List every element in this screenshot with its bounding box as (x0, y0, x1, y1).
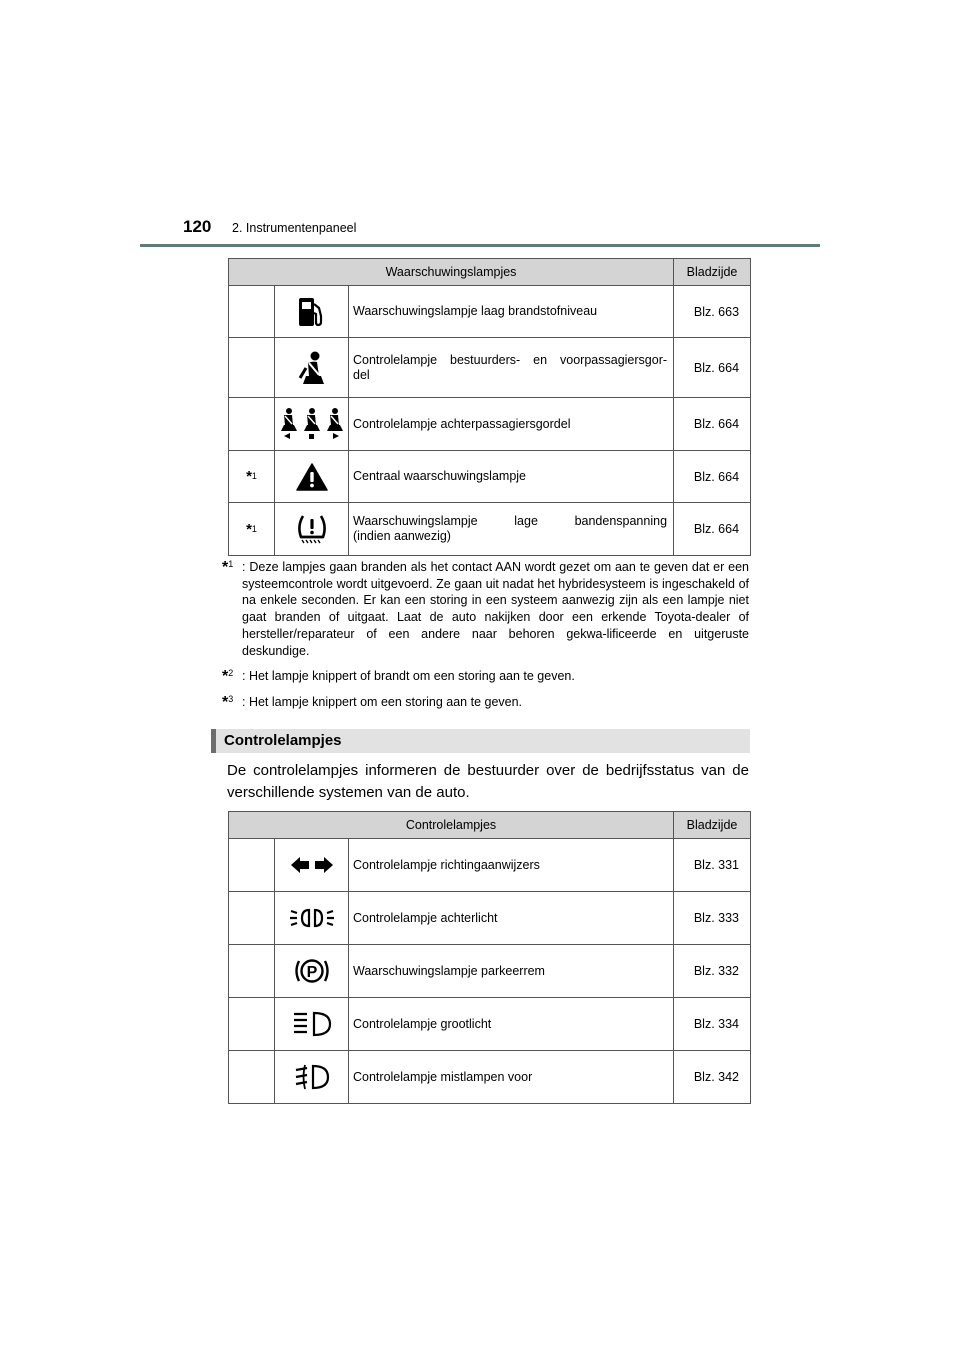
footnote-number: 3 (228, 693, 234, 704)
footnote (222, 694, 749, 711)
table-row (229, 1051, 751, 1104)
footnote-number: 2 (228, 668, 234, 679)
note-cell (229, 998, 275, 1051)
footnote-star: * (222, 668, 229, 686)
note-number: 1 (251, 523, 257, 534)
description-line: (indien aanwezig) (353, 529, 451, 543)
section-title: Controlelampjes (224, 732, 342, 749)
footnote-star: * (222, 693, 229, 711)
rear-seatbelt-icon (277, 407, 347, 441)
footnote-marker (222, 691, 233, 712)
table-row (229, 998, 751, 1051)
fuel-pump-icon (297, 296, 327, 328)
page-reference: Blz. 331 (674, 839, 751, 892)
note-cell (229, 839, 275, 892)
description-cell: Controlelampje richtingaanwijzers (349, 839, 674, 892)
table-header-row (229, 259, 751, 286)
front-fog-icon (294, 1064, 330, 1090)
column-header-lamps: Controlelampjes (229, 812, 674, 839)
svg-text:P: P (306, 964, 317, 981)
icon-cell (275, 398, 349, 451)
note-cell (229, 451, 275, 503)
note-cell (229, 338, 275, 398)
table-row (229, 286, 751, 338)
footnote (222, 559, 749, 659)
description-cell: Controlelampje mistlampen voor (349, 1051, 674, 1104)
description-cell: Controlelampje achterlicht (349, 892, 674, 945)
footnote-marker (222, 556, 233, 577)
description-cell: Controlelampje grootlicht (349, 998, 674, 1051)
description-cell (349, 338, 674, 398)
description-cell (349, 398, 674, 451)
page-reference: Blz. 334 (674, 998, 751, 1051)
note-cell (229, 1051, 275, 1104)
page-reference: Blz. 664 (674, 451, 751, 503)
note-cell (229, 286, 275, 338)
footnote-text: : Het lampje knippert of brandt om een storing aan te geven. (242, 669, 575, 684)
page-reference: Blz. 664 (674, 338, 751, 398)
tail-light-icon (289, 907, 335, 929)
description-line: Centraal waarschuwingslampje (353, 469, 526, 483)
icon-cell (275, 945, 349, 998)
footnote-text: : Deze lampjes gaan branden als het contact AAN wordt gezet om aan te geven dat er een systeemcontrole wordt uitgevoerd. Ze gaan uit nadat het hybridesysteem is ingeschakeld of na enkele seconden. Er kan een storing in een systeem aanwezig zijn als een lampje niet gaat branden of uitgaat. Laat de auto nakijken door een erkende Toyota-dealer of hersteller/reparateur of een andere naar behoren gekwa-lificeerde en uitgeruste deskundige. (242, 560, 749, 658)
page-number: 120 (183, 217, 212, 236)
page-reference: Blz. 663 (674, 286, 751, 338)
note-star: * (246, 468, 252, 485)
table-row (229, 451, 751, 503)
page-reference: Blz. 342 (674, 1051, 751, 1104)
note-star: * (246, 520, 252, 538)
description-line: Controlelampje achterpassagiersgordel (353, 416, 571, 431)
description-line: Waarschuwingslampje laag brandstofniveau (353, 304, 598, 318)
column-header-page: Bladzijde (674, 259, 751, 286)
high-beam-icon (292, 1011, 332, 1037)
section-intro: De controlelampjes informeren de bestuurder over de bedrijfsstatus van de verschillende systemen van de auto. (227, 762, 749, 801)
footnote-number: 1 (228, 559, 234, 569)
page-reference: Blz. 664 (674, 398, 751, 451)
note-cell (229, 945, 275, 998)
note-number: 1 (251, 471, 257, 481)
description-cell (349, 503, 674, 556)
chapter-title: 2. Instrumentenpaneel (232, 221, 357, 235)
description-line: del (353, 367, 370, 382)
icon-cell (275, 1051, 349, 1104)
description-line: Waarschuwingslampje lage bandenspanning (353, 514, 668, 528)
note-cell (229, 503, 275, 556)
column-header-page: Bladzijde (674, 812, 751, 839)
section-accent-bar (211, 729, 216, 753)
icon-cell (275, 286, 349, 338)
footnote (222, 668, 749, 685)
table-row (229, 503, 751, 556)
icon-cell (275, 451, 349, 503)
description-line: Controlelampje bestuurders- en voorpassagiersgor- (353, 352, 668, 367)
description-cell (349, 286, 674, 338)
icon-cell (275, 839, 349, 892)
note-cell (229, 892, 275, 945)
header-rule (140, 244, 820, 247)
parking-brake-icon (294, 956, 330, 986)
indicator-lamp-table (228, 811, 751, 1104)
note-cell (229, 398, 275, 451)
column-header-lamps: Waarschuwingslampjes (229, 259, 674, 286)
icon-cell (275, 338, 349, 398)
table-row (229, 945, 751, 998)
page-reference: Blz. 664 (674, 503, 751, 556)
page-reference: Blz. 333 (674, 892, 751, 945)
warning-lamp-table (228, 258, 751, 556)
footnotes (222, 559, 749, 720)
icon-cell (275, 998, 349, 1051)
table-row (229, 839, 751, 892)
table-row (229, 892, 751, 945)
icon-cell (275, 892, 349, 945)
footnote-marker (222, 665, 233, 686)
page-reference: Blz. 332 (674, 945, 751, 998)
table-row (229, 338, 751, 398)
seatbelt-driver-icon (297, 350, 327, 386)
tire-pressure-icon (295, 513, 329, 545)
icon-cell (275, 503, 349, 556)
footnote-star: * (222, 559, 229, 576)
master-warning-icon (296, 463, 328, 491)
table-header-row (229, 812, 751, 839)
description-cell: Waarschuwingslampje parkeerrem (349, 945, 674, 998)
table-row (229, 398, 751, 451)
footnote-text: : Het lampje knippert om een storing aan te geven. (242, 694, 523, 709)
turn-signal-icon (290, 856, 334, 874)
section-heading (211, 729, 750, 753)
description-cell (349, 451, 674, 503)
